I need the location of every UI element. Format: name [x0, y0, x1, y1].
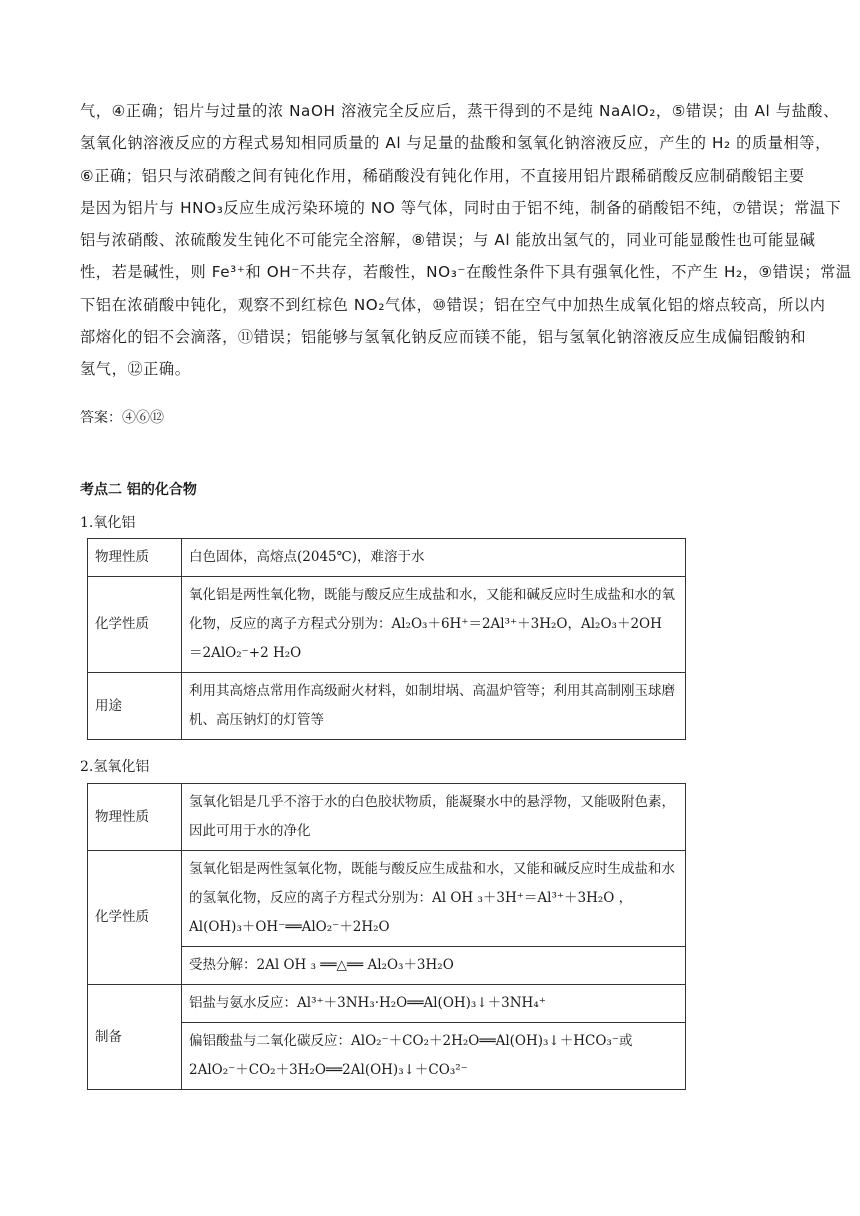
row-key: 化学性质	[88, 577, 182, 673]
row-value: 氢氧化铝是两性氢氧化物，既能与酸反应生成盐和水，又能和碱反应时生成盐和水的氢氧化物，反应的离子方程式分别为：Al OH ₃＋3H⁺＝Al³⁺＋3H₂O ，Al(OH)₃＋OH⁻══AlO₂⁻＋2H₂O	[182, 851, 686, 947]
row-value: 利用其高熔点常用作高级耐火材料，如制坩埚、高温炉管等；利用其高制刚玉球磨机、高压钠灯的灯管等	[182, 673, 686, 740]
row-value: 受热分解：2Al OH ₃ ══△══ Al₂O₃＋3H₂O	[182, 947, 686, 985]
explanation-line: 气，④正确；铝片与过量的浓 NaOH 溶液完全反应后，蒸干得到的不是纯 NaAlO₂，⑤错误；由 Al 与盐酸、	[80, 102, 839, 120]
explanation-line: 性，若是碱性，则 Fe³⁺和 OH⁻不共存，若酸性，NO₃⁻在酸性条件下具有强氧化性，不产生 H₂，⑨错误；常温	[80, 263, 852, 282]
table-row	[88, 851, 686, 947]
explanation-line: 下铝在浓硝酸中钝化，观察不到红棕色 NO₂气体，⑩错误；铝在空气中加热生成氧化铝的熔点较高，所以内	[80, 295, 826, 314]
table-row	[88, 673, 686, 740]
row-key: 用途	[88, 673, 182, 740]
table-row	[88, 539, 686, 577]
hydroxide-table	[87, 783, 686, 1090]
table-row	[88, 985, 686, 1023]
alumina-table	[87, 538, 686, 740]
subsection-title-alumina: 1.氧化铝	[80, 515, 136, 531]
row-value: 氧化铝是两性氧化物，既能与酸反应生成盐和水，又能和碱反应时生成盐和水的氧化物，反应的离子方程式分别为：Al₂O₃＋6H⁺＝2Al³⁺＋3H₂O，Al₂O₃＋2OH ＝2AlO₂⁻+2 H₂O	[182, 577, 686, 673]
explanation-line: 部熔化的铝不会滴落，⑪错误；铝能够与氢氧化钠反应而镁不能，铝与氢氧化钠溶液反应生成偏铝酸钠和	[80, 328, 807, 347]
table-row	[88, 784, 686, 851]
row-key: 制备	[88, 985, 182, 1090]
row-value: 白色固体，高熔点(2045℃)，难溶于水	[182, 539, 686, 577]
explanation-paragraph	[80, 95, 852, 386]
row-value: 氢氧化铝是几乎不溶于水的白色胶状物质，能凝聚水中的悬浮物，又能吸附色素，因此可用于水的净化	[182, 784, 686, 851]
explanation-line: 是因为铝片与 HNO₃反应生成污染环境的 NO 等气体，同时由于铝不纯，制备的硝酸铝不纯，⑦错误；常温下	[80, 198, 842, 217]
subsection-title-hydroxide: 2.氢氧化铝	[80, 759, 150, 775]
explanation-line: 氢气，⑫正确。	[80, 360, 191, 379]
row-value: 铝盐与氨水反应：Al³⁺＋3NH₃·H₂O══Al(OH)₃↓＋3NH₄⁺	[182, 985, 686, 1023]
row-key: 物理性质	[88, 784, 182, 851]
section-heading: 考点二 铝的化合物	[80, 482, 197, 498]
explanation-line: 铝与浓硝酸、浓硫酸发生钝化不可能完全溶解，⑧错误；与 Al 能放出氢气的，同业可能显酸性也可能显碱	[80, 231, 816, 250]
row-key: 化学性质	[88, 851, 182, 985]
row-key: 物理性质	[88, 539, 182, 577]
explanation-line: 氢氧化钠溶液反应的方程式易知相同质量的 Al 与足量的盐酸和氢氧化钠溶液反应，产生的 H₂ 的质量相等，	[80, 134, 831, 153]
table-row	[88, 577, 686, 673]
row-value: 偏铝酸盐与二氧化碳反应：AlO₂⁻＋CO₂＋2H₂O══Al(OH)₃↓＋HCO₃⁻或2AlO₂⁻＋CO₂＋3H₂O══2Al(OH)₃↓＋CO₃²⁻	[182, 1023, 686, 1090]
explanation-line: ⑥正确；铝只与浓硝酸之间有钝化作用，稀硝酸没有钝化作用，不直接用铝片跟稀硝酸反应制硝酸铝主要	[80, 166, 805, 185]
answer-line: 答案：④⑥⑫	[80, 410, 164, 426]
